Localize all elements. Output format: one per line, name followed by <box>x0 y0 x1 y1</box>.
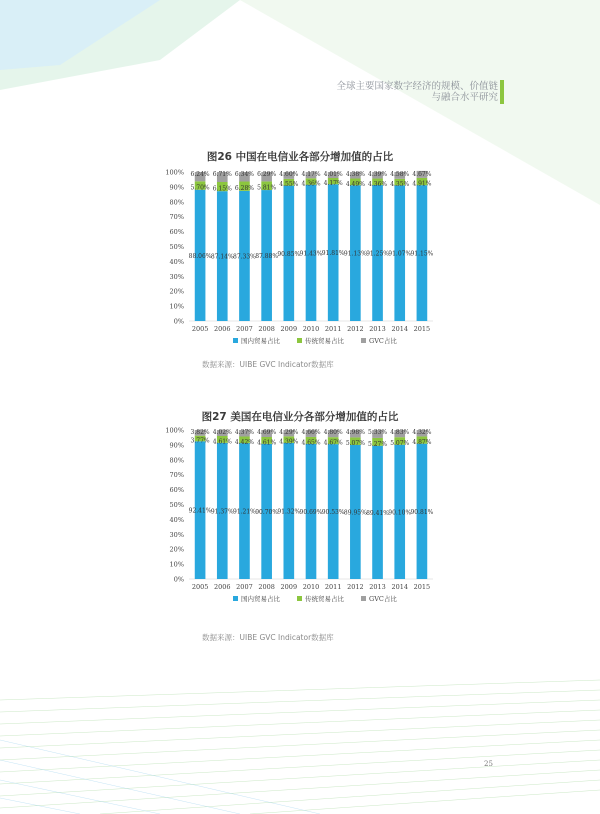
data-label: 5.27% <box>368 440 388 448</box>
x-tick-label: 2006 <box>213 583 231 591</box>
y-tick-label: 70% <box>169 471 184 480</box>
data-label: 4.83% <box>390 429 410 436</box>
y-tick-label: 10% <box>169 560 184 569</box>
data-label: 4.55% <box>279 181 299 189</box>
data-label: 4.01% <box>323 171 343 178</box>
data-label: 4.35% <box>390 181 410 189</box>
legend-swatch <box>233 338 238 343</box>
y-tick-label: 90% <box>169 441 184 450</box>
data-label: 90.81% <box>410 508 434 516</box>
x-tick-label: 2011 <box>324 583 342 591</box>
x-tick-label: 2008 <box>258 583 275 591</box>
x-tick-label: 2014 <box>391 325 409 333</box>
data-label: 4.02% <box>212 429 232 436</box>
data-label: 5.07% <box>345 440 365 448</box>
data-label: 5.81% <box>257 184 277 192</box>
data-label: 6.24% <box>190 171 210 178</box>
x-tick-label: 2015 <box>413 325 431 333</box>
data-label: 4.39% <box>279 438 299 446</box>
y-tick-label: 60% <box>169 486 184 495</box>
data-label: 3.82% <box>190 429 210 436</box>
figure-27-source: 数据来源：UIBE GVC Indicator数据库 <box>202 633 334 642</box>
data-label: 6.15% <box>212 185 232 193</box>
y-tick-label: 80% <box>169 198 184 207</box>
y-tick-label: 80% <box>169 456 184 465</box>
x-tick-label: 2012 <box>347 325 364 333</box>
data-label: 91.07% <box>388 250 412 258</box>
data-label: 91.21% <box>233 508 256 516</box>
data-label: 4.29% <box>279 429 299 436</box>
x-tick-label: 2009 <box>280 325 298 333</box>
x-tick-label: 2005 <box>191 583 209 591</box>
data-label: 4.60% <box>279 171 299 178</box>
data-label: 5.70% <box>190 184 210 192</box>
figure-26-source: 数据来源：UIBE GVC Indicator数据库 <box>202 360 334 369</box>
data-label: 4.66% <box>301 429 321 436</box>
x-tick-label: 2014 <box>391 583 409 591</box>
y-tick-label: 100% <box>165 426 184 435</box>
data-label: 91.37% <box>210 508 234 516</box>
data-label: 88.06% <box>188 252 212 260</box>
data-label: 4.32% <box>412 429 432 436</box>
x-tick-label: 2009 <box>280 583 298 591</box>
data-label: 89.41% <box>366 509 389 517</box>
bottom-blue-lines <box>0 740 320 814</box>
figure-27-title: 图27 美国在电信业分各部分增加值的占比 <box>201 411 399 423</box>
legend-swatch <box>361 596 366 601</box>
legend-label: GVC占比 <box>369 337 397 345</box>
data-label: 5.33% <box>368 429 388 436</box>
data-label: 91.13% <box>343 250 367 258</box>
y-tick-label: 0% <box>173 317 184 326</box>
x-tick-label: 2005 <box>191 325 209 333</box>
data-label: 4.36% <box>301 180 321 188</box>
data-label: 90.10% <box>388 509 412 517</box>
data-label: 3.77% <box>190 437 210 445</box>
y-tick-label: 50% <box>169 501 184 509</box>
legend-label: 传统贸易占比 <box>305 337 344 345</box>
legend-swatch <box>361 338 366 343</box>
y-tick-label: 20% <box>169 287 184 296</box>
data-label: 92.41% <box>188 507 212 515</box>
data-label: 90.69% <box>299 508 323 516</box>
running-header <box>336 81 498 103</box>
y-tick-label: 60% <box>169 228 184 237</box>
legend-label: 传统贸易占比 <box>305 595 344 603</box>
y-tick-label: 50% <box>169 243 184 251</box>
data-label: 4.67% <box>412 171 432 178</box>
data-label: 91.81% <box>321 250 345 258</box>
data-label: 4.98% <box>345 429 365 436</box>
data-label: 4.49% <box>345 180 365 188</box>
data-label: 4.65% <box>301 439 321 447</box>
legend-label: 国内贸易占比 <box>241 595 280 603</box>
data-label: 4.17% <box>323 180 343 188</box>
data-label: 91.32% <box>277 508 301 516</box>
y-tick-label: 30% <box>169 272 184 281</box>
x-tick-label: 2012 <box>347 583 364 591</box>
data-label: 4.87% <box>412 439 432 447</box>
legend-swatch <box>297 338 302 343</box>
figure-26-title: 图26 中国在电信业各部分增加值的占比 <box>206 151 394 163</box>
data-label: 89.95% <box>343 509 367 517</box>
y-tick-label: 40% <box>169 257 184 266</box>
x-tick-label: 2011 <box>324 325 342 333</box>
data-label: 4.91% <box>412 180 432 188</box>
data-label: 4.69% <box>257 429 277 436</box>
x-tick-label: 2007 <box>236 583 253 591</box>
y-tick-label: 20% <box>169 545 184 554</box>
header-line-2: 与融合水平研究 <box>431 92 498 103</box>
y-tick-label: 100% <box>165 168 184 177</box>
legend-label: 国内贸易占比 <box>241 337 280 345</box>
china-telecom-stacked-bar-chart <box>165 166 437 346</box>
data-label: 91.43% <box>299 250 323 258</box>
data-label: 6.28% <box>234 185 254 193</box>
data-label: 4.37% <box>234 429 254 436</box>
data-label: 4.67% <box>323 439 343 447</box>
data-label: 91.25% <box>366 250 389 258</box>
x-tick-label: 2008 <box>258 325 275 333</box>
data-label: 90.53% <box>321 509 345 517</box>
y-tick-label: 70% <box>169 213 184 222</box>
x-tick-label: 2013 <box>369 583 386 591</box>
data-label: 4.58% <box>390 171 410 178</box>
x-tick-label: 2006 <box>213 325 231 333</box>
y-tick-label: 10% <box>169 302 184 311</box>
page-number: 25 <box>484 760 493 768</box>
data-label: 4.61% <box>257 439 277 447</box>
data-label: 5.07% <box>390 439 410 447</box>
data-label: 87.88% <box>255 253 279 261</box>
data-label: 4.80% <box>323 429 343 436</box>
y-tick-label: 0% <box>173 575 184 584</box>
usa-telecom-stacked-bar-chart <box>165 424 437 604</box>
x-tick-label: 2015 <box>413 583 431 591</box>
y-tick-label: 30% <box>169 530 184 539</box>
header-line-1: 全球主要国家数字经济的规模、价值链 <box>336 81 498 92</box>
y-tick-label: 40% <box>169 515 184 524</box>
y-tick-label: 90% <box>169 183 184 192</box>
data-label: 4.36% <box>368 180 388 188</box>
legend-label: GVC占比 <box>369 595 397 603</box>
data-label: 6.29% <box>257 171 277 178</box>
x-tick-label: 2013 <box>369 325 386 333</box>
x-tick-label: 2010 <box>302 583 320 591</box>
bottom-line-pattern <box>0 680 600 814</box>
data-label: 90.85% <box>277 250 301 258</box>
legend-swatch <box>297 596 302 601</box>
data-label: 90.70% <box>255 508 279 516</box>
data-label: 4.38% <box>345 171 365 178</box>
data-label: 4.39% <box>368 171 388 178</box>
data-label: 91.15% <box>410 250 434 258</box>
data-label: 4.42% <box>234 438 254 446</box>
data-label: 87.14% <box>210 253 234 261</box>
data-label: 4.17% <box>301 171 321 178</box>
x-tick-label: 2007 <box>236 325 253 333</box>
header-accent-bar <box>500 80 504 104</box>
data-label: 87.33% <box>233 253 256 261</box>
data-label: 4.61% <box>212 438 232 446</box>
data-label: 6.71% <box>212 171 232 178</box>
x-tick-label: 2010 <box>302 325 320 333</box>
data-label: 6.34% <box>234 171 254 178</box>
legend-swatch <box>233 596 238 601</box>
